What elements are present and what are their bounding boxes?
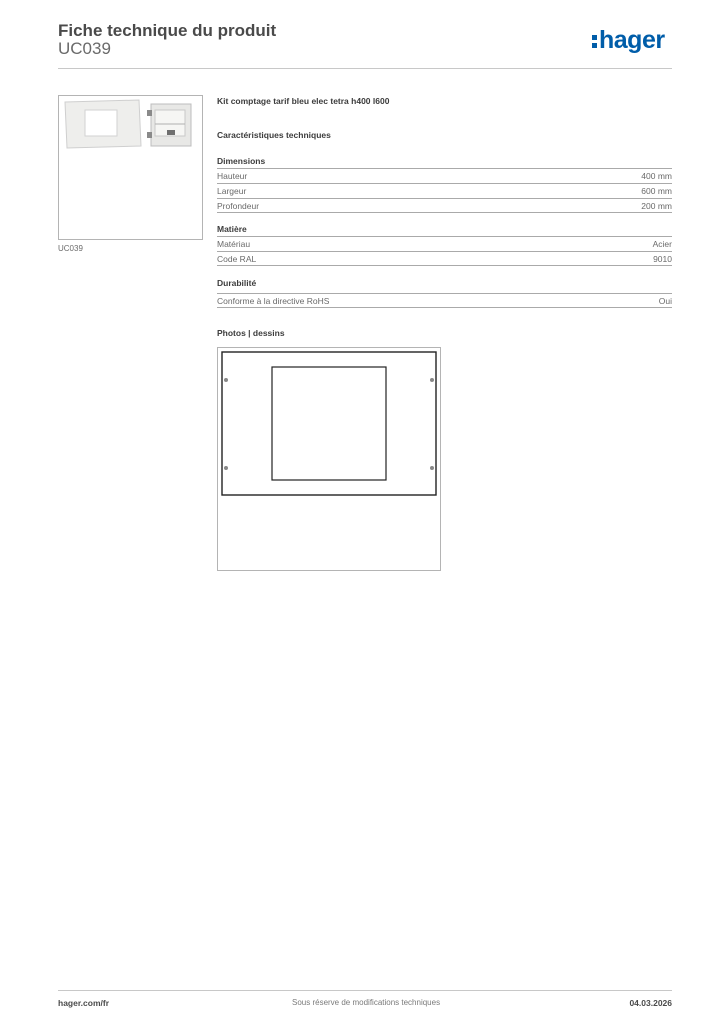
- spec-label: Profondeur: [217, 201, 260, 211]
- spec-row: [217, 168, 672, 183]
- spec-value: Oui: [658, 296, 672, 306]
- photos-title: Photos | dessins: [217, 328, 285, 338]
- characteristics-title: Caractéristiques techniques: [217, 130, 331, 140]
- spec-label: Hauteur: [217, 171, 248, 181]
- spec-row: [217, 198, 672, 213]
- footer-divider: [58, 990, 672, 991]
- header-divider: [58, 68, 672, 69]
- product-photo: [59, 96, 202, 239]
- spec-value: 200 mm: [641, 201, 672, 211]
- drawing-plate: [218, 348, 440, 570]
- thumbnail-caption: UC039: [58, 244, 83, 253]
- spec-value: 600 mm: [641, 186, 672, 196]
- section-divider: [217, 265, 672, 266]
- section-title-dimensions: Dimensions: [217, 156, 266, 166]
- hager-logo: [592, 26, 665, 55]
- spec-value: Acier: [652, 239, 672, 249]
- spec-row: [217, 251, 672, 266]
- spec-row: [217, 293, 672, 308]
- technical-drawing: [217, 347, 441, 571]
- spec-value: 9010: [653, 254, 672, 264]
- logo-colon-icon: [592, 32, 597, 51]
- page-title: Fiche technique du produit: [58, 21, 277, 40]
- section-divider: [217, 307, 672, 308]
- section-title-material: Matière: [217, 224, 247, 234]
- product-name: Kit comptage tarif bleu elec tetra h400 l600: [217, 96, 390, 106]
- logo-text: hager: [599, 26, 665, 54]
- spec-value: 400 mm: [641, 171, 672, 181]
- spec-row: [217, 183, 672, 198]
- spec-label: Conforme à la directive RoHS: [217, 296, 330, 306]
- product-reference: UC039: [58, 39, 111, 58]
- section-title-durability: Durabilité: [217, 278, 257, 288]
- spec-label: Code RAL: [217, 254, 257, 264]
- footer-disclaimer: Sous réserve de modifications techniques: [292, 998, 441, 1007]
- footer-date: 04.03.2026: [629, 998, 672, 1008]
- section-divider: [217, 212, 672, 213]
- footer-website-link[interactable]: hager.com/fr: [58, 998, 110, 1008]
- spec-row: [217, 236, 672, 251]
- spec-label: Largeur: [217, 186, 247, 196]
- product-thumbnail: [58, 95, 203, 240]
- spec-label: Matériau: [217, 239, 251, 249]
